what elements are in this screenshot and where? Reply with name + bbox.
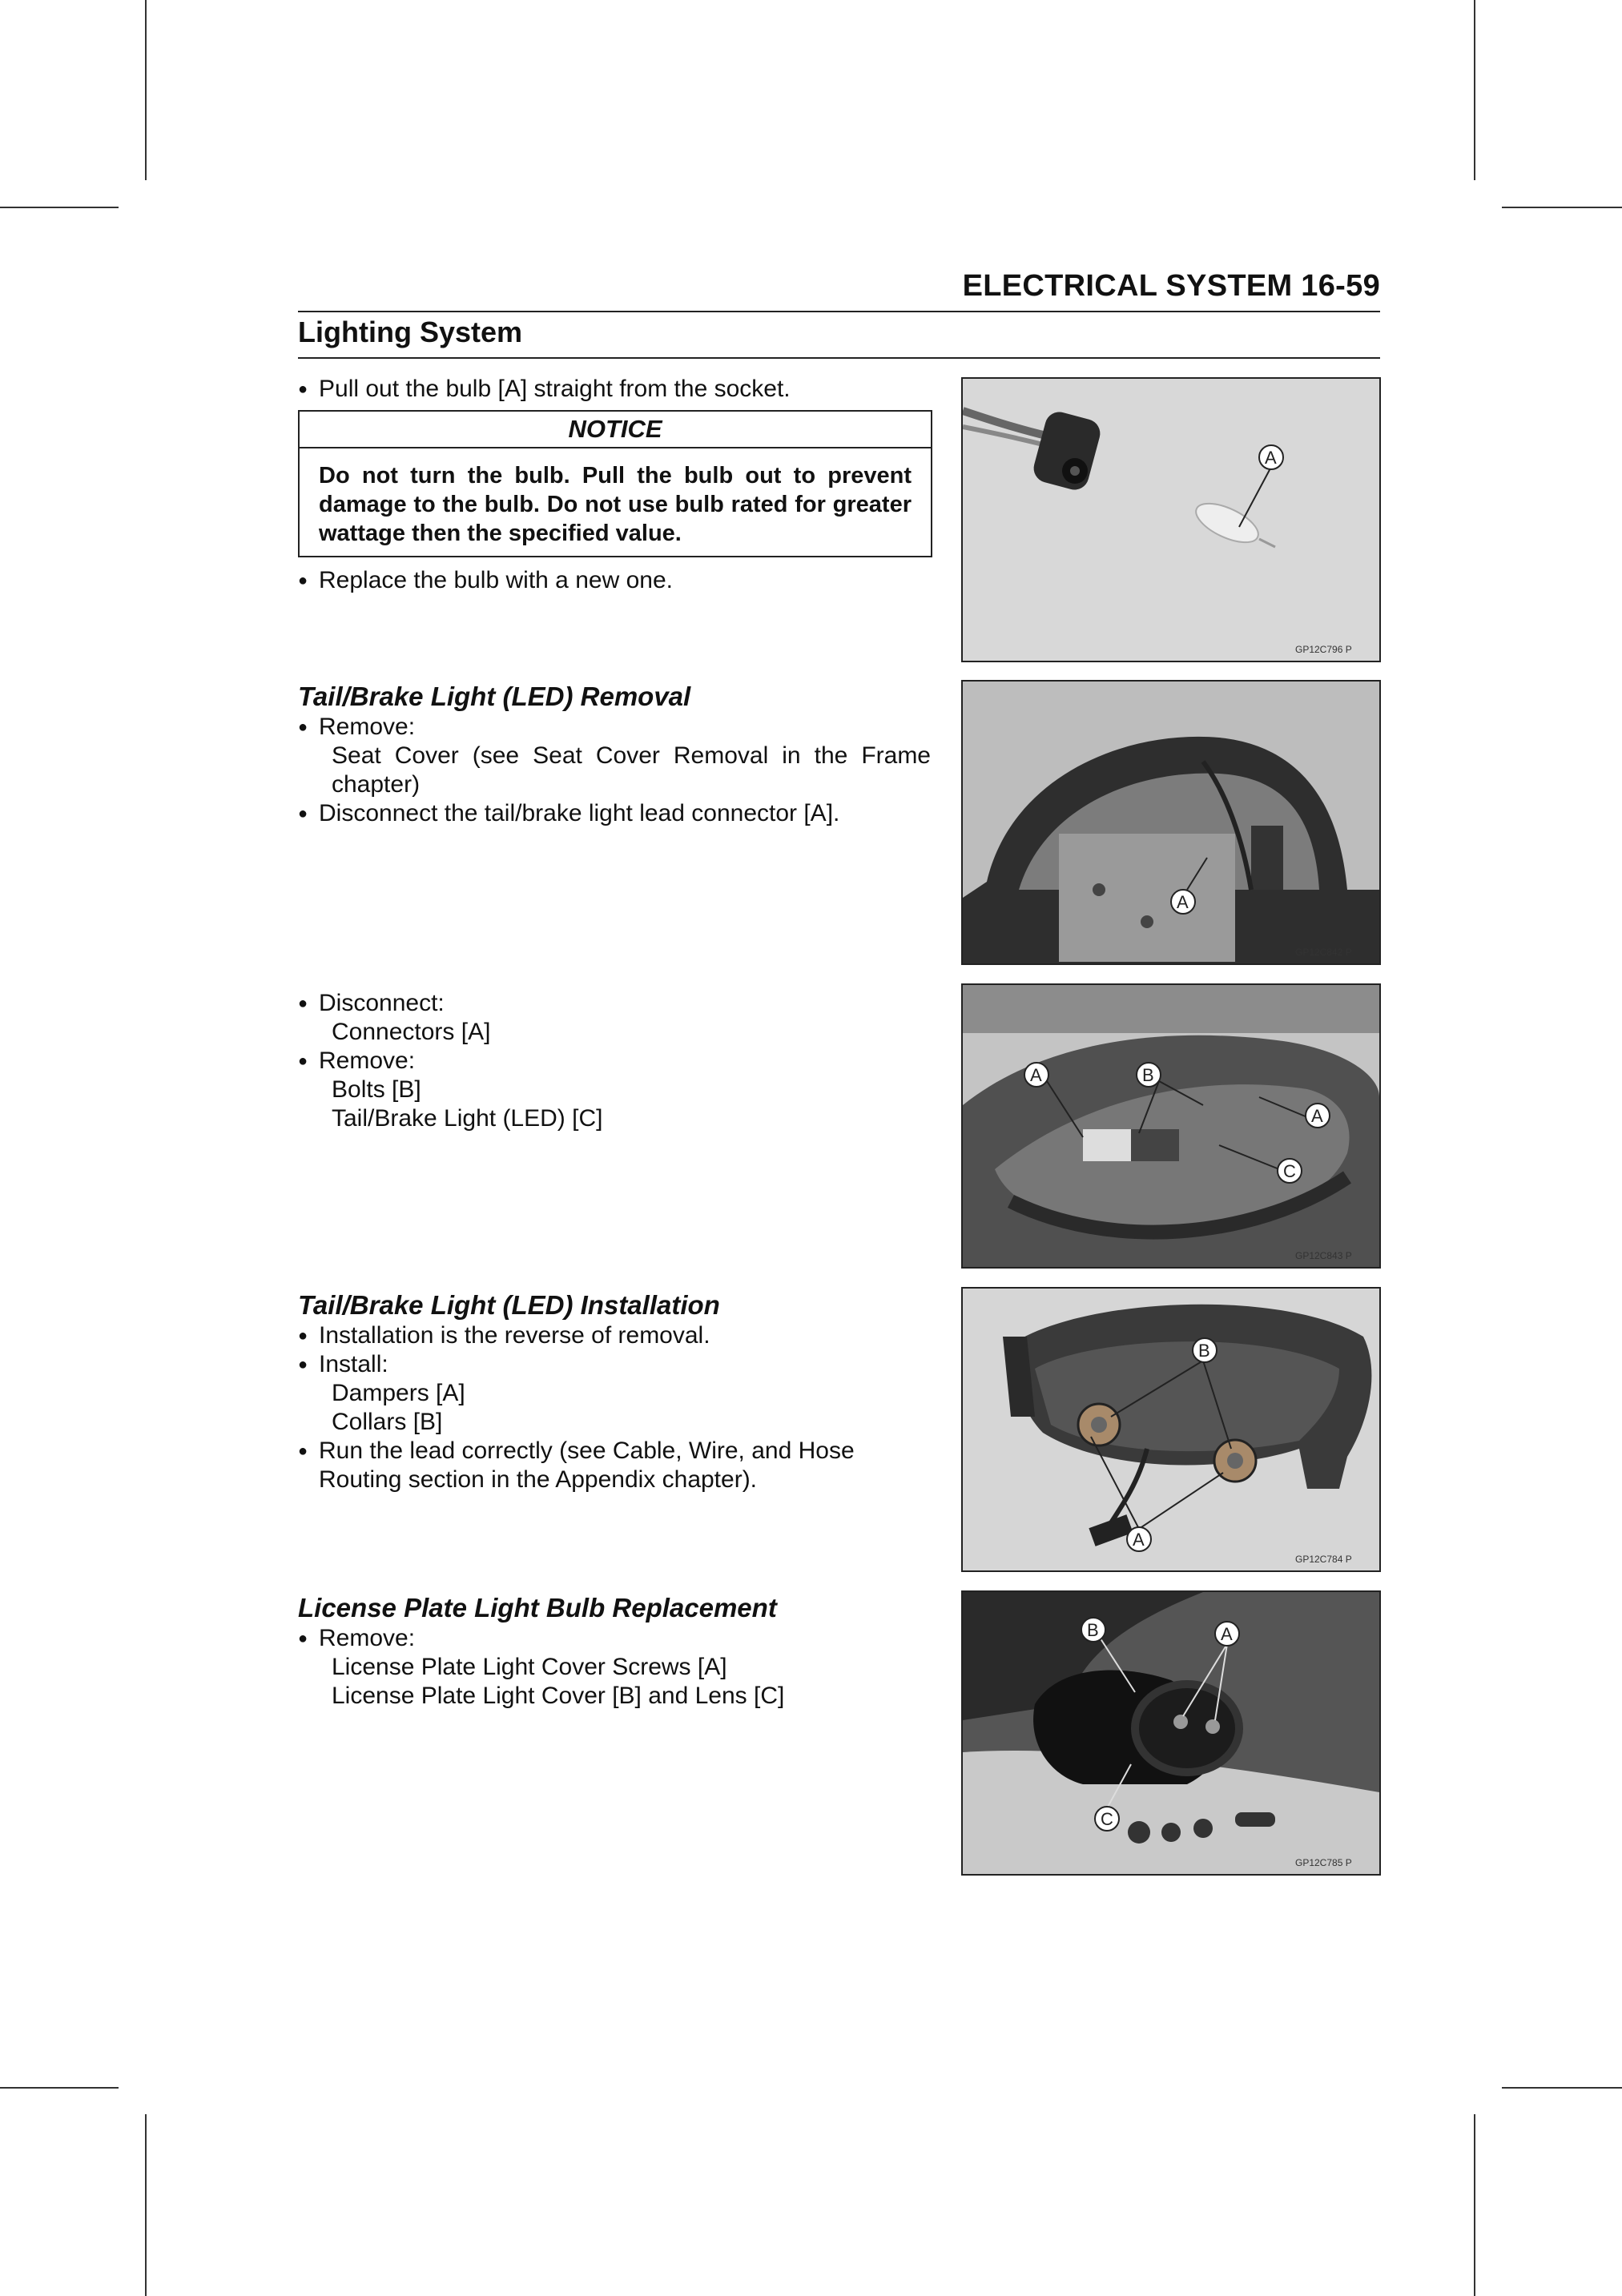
list-item: Bolts [B]: [332, 1076, 421, 1103]
callout-label: A: [1177, 892, 1189, 912]
callout-label: A: [1311, 1106, 1323, 1126]
photo-tail-light-bolts: [961, 983, 1381, 1269]
photo-caption: GP12C784 P: [1295, 1554, 1352, 1565]
callout-label: B: [1198, 1341, 1210, 1361]
bullet-item: ● Disconnect:: [298, 989, 931, 1018]
bullet-item: ● Pull out the bulb [A] straight from the socket.: [298, 375, 931, 404]
section-header: [298, 312, 1380, 359]
list-item: Dampers [A]: [332, 1380, 465, 1406]
bullet-item: ● Remove:: [298, 1624, 931, 1653]
list-item: License Plate Light Cover [B] and Lens [C]: [332, 1683, 785, 1709]
tail-light-disconnect: [298, 989, 931, 1133]
crop-mark: [0, 207, 119, 208]
bullet-item: ● Remove:: [298, 1047, 931, 1076]
bullet-item: ● Run the lead correctly (see Cable, Wire, and Hose Routing section in the Appendix chapter).: [298, 1437, 931, 1494]
photo-caption: GP12C843 P: [1295, 1250, 1352, 1261]
photo-dampers-collars: [961, 1287, 1381, 1572]
callout-label: B: [1142, 1065, 1154, 1085]
list-item: Tail/Brake Light (LED) [C]: [332, 1105, 603, 1132]
photo-tail-light-connector: [961, 680, 1381, 965]
crop-mark: [1474, 2114, 1475, 2296]
tail-light-removal: [298, 681, 931, 828]
callout-label: B: [1087, 1620, 1099, 1640]
subsection-title: License Plate Light Bulb Replacement: [298, 1593, 777, 1622]
callout-label: C: [1101, 1809, 1113, 1829]
bullet-item: ● Remove:: [298, 713, 931, 742]
callout-label: A: [1265, 448, 1277, 468]
bulb-replace-step: [298, 566, 931, 595]
list-item: Collars [B]: [332, 1409, 443, 1435]
crop-mark: [1474, 0, 1475, 180]
photo-caption: GP12C842 P: [1295, 947, 1352, 958]
crop-mark: [1502, 207, 1622, 208]
crop-mark: [145, 2114, 147, 2296]
bullet-item: ● Replace the bulb with a new one.: [298, 566, 931, 595]
bullet-item: ● Disconnect the tail/brake light lead connector [A].: [298, 799, 931, 828]
callout-label: A: [1221, 1624, 1233, 1644]
crop-mark: [145, 0, 147, 180]
callout-label: A: [1133, 1530, 1145, 1550]
list-item: License Plate Light Cover Screws [A]: [332, 1654, 727, 1680]
notice-box: [298, 410, 932, 557]
notice-text: Do not turn the bulb. Pull the bulb out to prevent damage to the bulb. Do not use bulb rated for greater wattage then the specified value.: [319, 463, 912, 546]
list-item: Seat Cover (see Seat Cover Removal in the Frame chapter): [332, 742, 931, 798]
photo-license-plate-light: [961, 1590, 1381, 1876]
subsection-title: Tail/Brake Light (LED) Removal: [298, 682, 691, 711]
photo-bulb: [961, 377, 1381, 662]
crop-mark: [0, 2087, 119, 2089]
page-title: ELECTRICAL SYSTEM 16-59: [962, 269, 1380, 303]
bullet-item: ● Installation is the reverse of removal.: [298, 1321, 931, 1350]
photo-caption: GP12C796 P: [1295, 644, 1352, 655]
section-title: Lighting System: [298, 316, 523, 348]
crop-mark: [1502, 2087, 1622, 2089]
bulb-pull-step: [298, 375, 931, 404]
subsection-title: Tail/Brake Light (LED) Installation: [298, 1290, 720, 1320]
notice-title: NOTICE: [300, 412, 931, 448]
callout-label: A: [1030, 1065, 1042, 1085]
tail-light-installation: [298, 1289, 931, 1494]
list-item: Connectors [A]: [332, 1019, 491, 1045]
license-light-replacement: [298, 1592, 931, 1711]
photo-caption: GP12C785 P: [1295, 1857, 1352, 1868]
page-header: [298, 264, 1380, 312]
callout-label: C: [1283, 1161, 1296, 1181]
bullet-item: ● Install:: [298, 1350, 931, 1379]
